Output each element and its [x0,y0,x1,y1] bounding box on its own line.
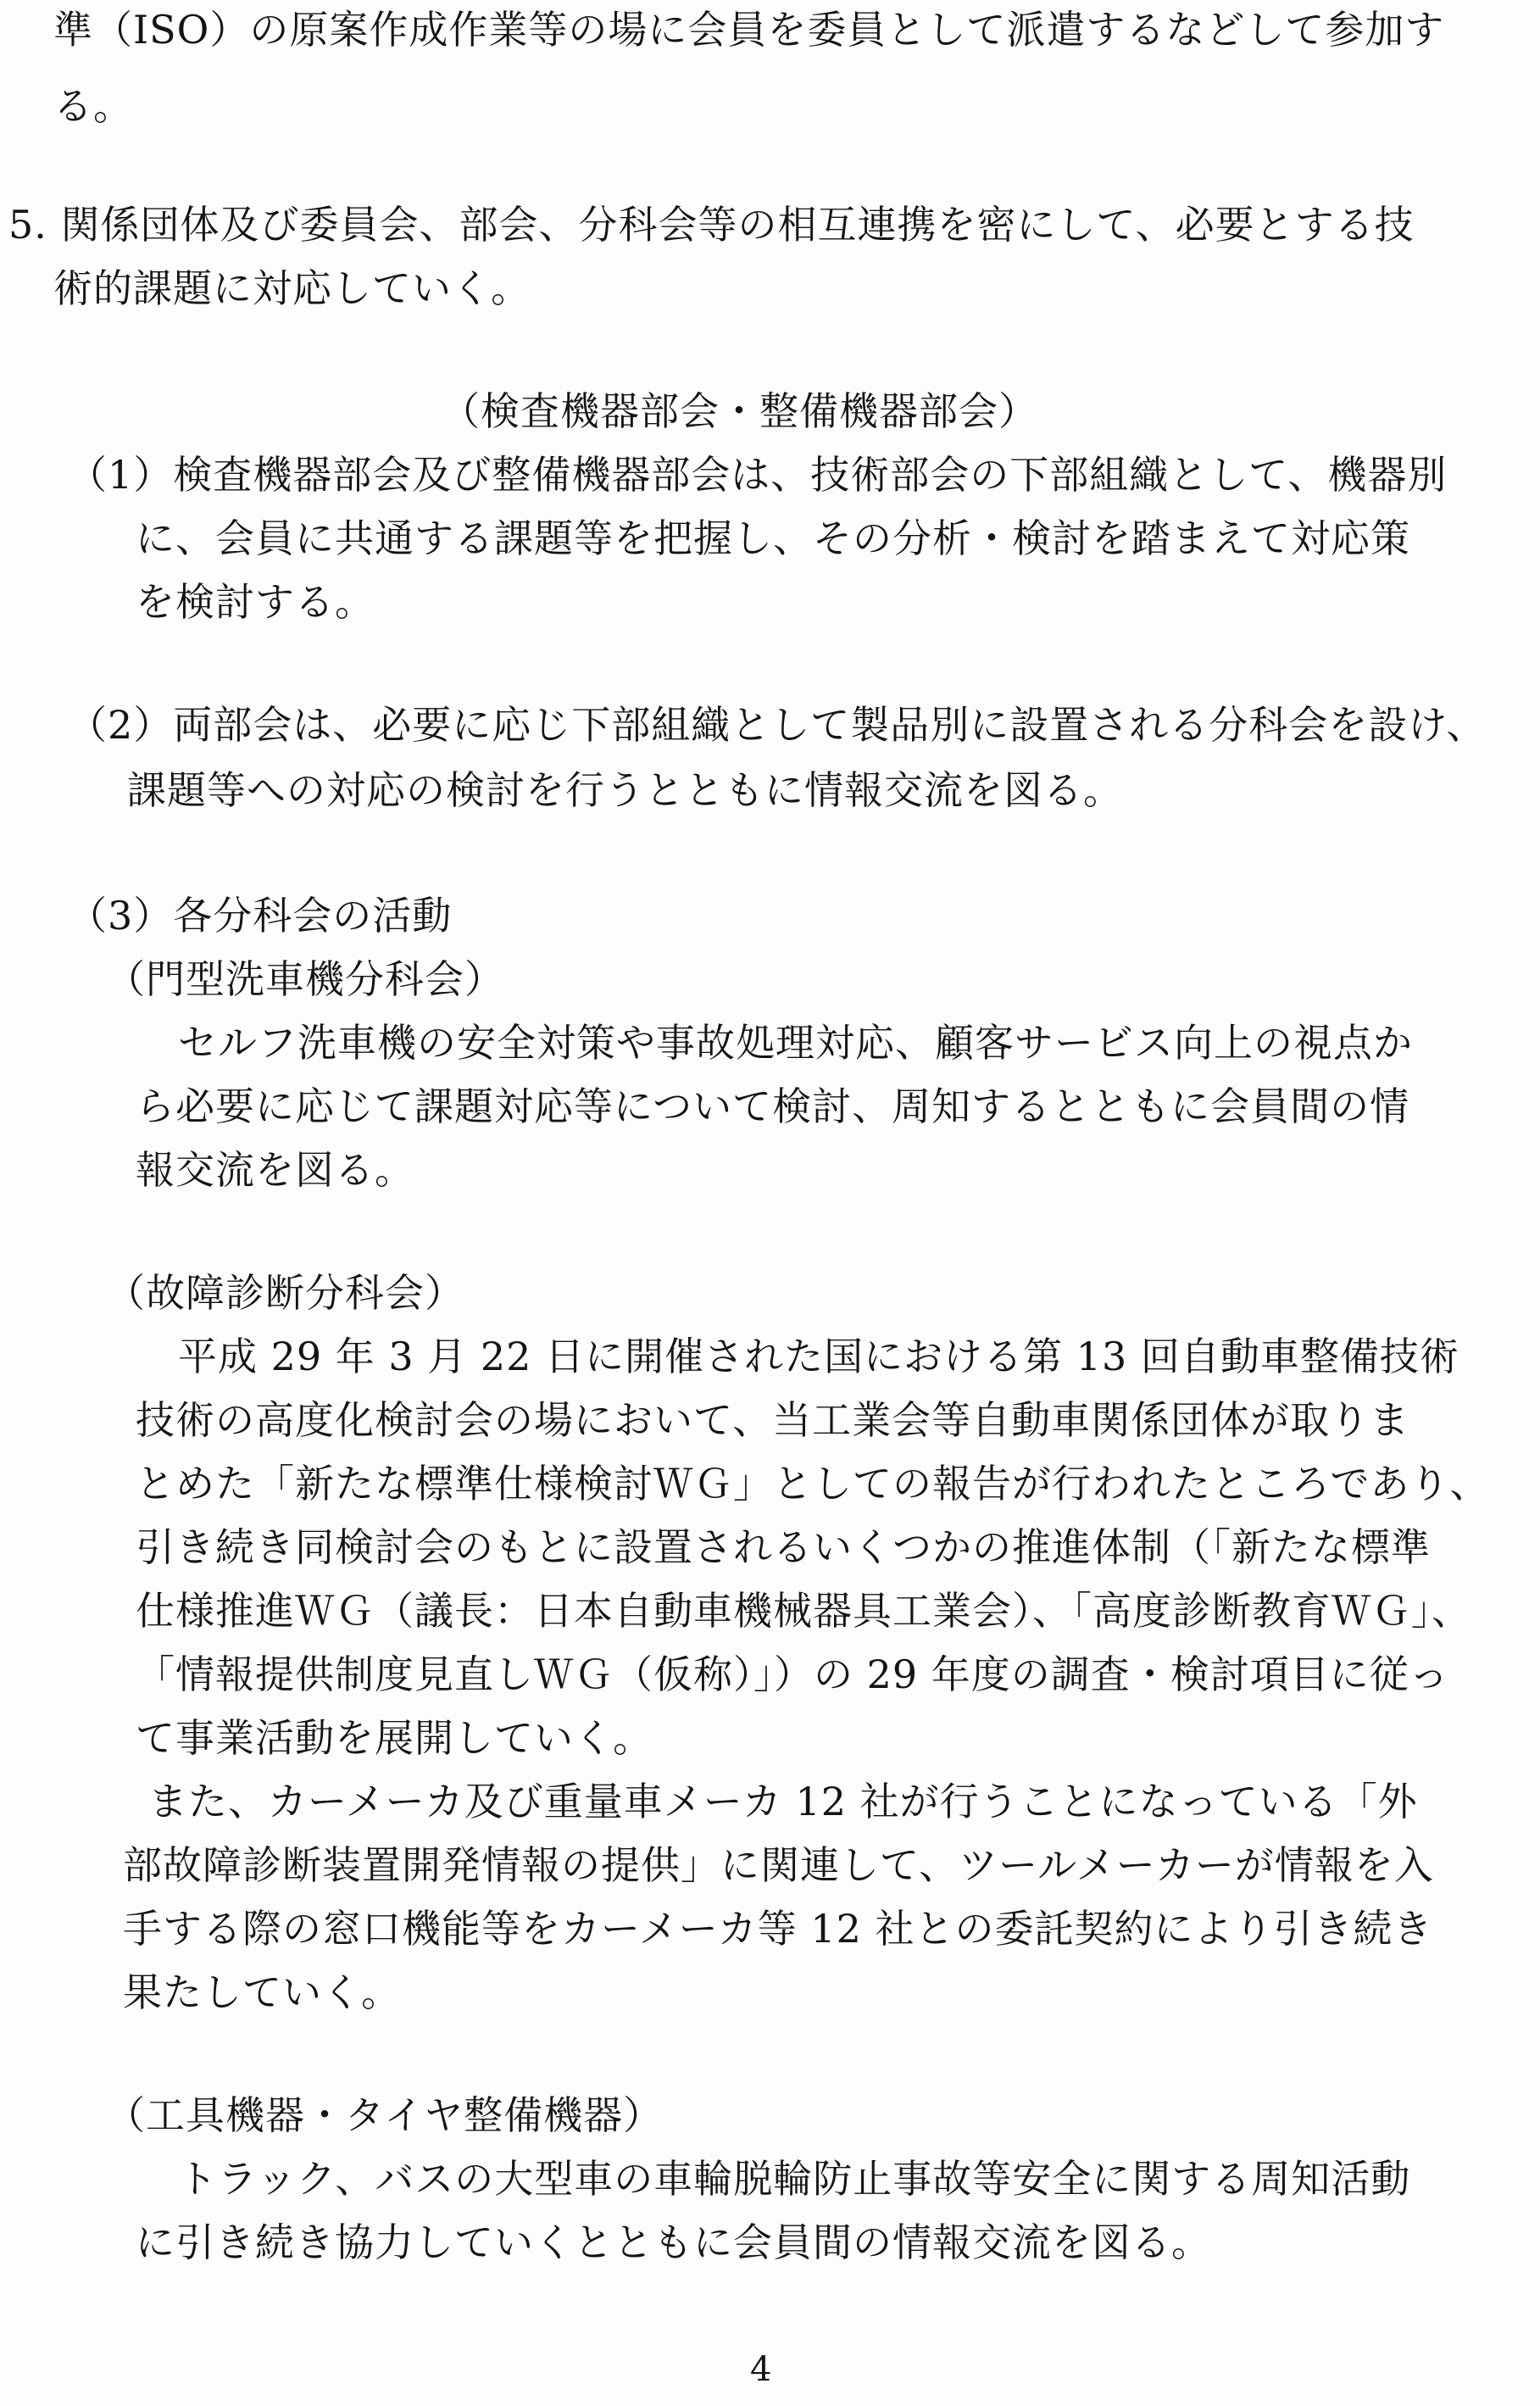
kogu-line-1: トラック、バスの大型車の車輪脱輪防止事故等安全に関する周知活動 [178,2156,1411,2202]
sub3-heading: （3）各分科会の活動 [68,893,453,938]
continuation-line-2: る。 [53,83,133,129]
kosho-line-3: とめた「新たな標準仕様検討ＷＧ」としての報告が行われたところであり、 [136,1461,1490,1507]
kosho-line-11: 果たしていく。 [123,1969,402,2015]
sub1-line-3: を検討する。 [136,579,375,625]
kosho-line-4: 引き続き同検討会のもとに設置されるいくつかの推進体制（「新たな標準 [136,1524,1431,1570]
kosho-line-5: 仕様推進ＷＧ（議長：日本自動車機械器具工業会）、「高度診断教育ＷＧ」、 [136,1588,1471,1634]
mon-line-1: セルフ洗車機の安全対策や事故処理対応、顧客サービス向上の視点か [178,1020,1413,1066]
kogu-line-2: に引き続き協力していくとともに会員間の情報交流を図る。 [136,2219,1211,2265]
section-heading: （検査機器部会・整備機器部会） [441,388,1038,434]
page-number: 4 [750,2350,772,2389]
kosho-line-8: また、カーメーカ及び重量車メーカ 12 社が行うことになっている「外 [148,1779,1418,1824]
kosho-line-10: 手する際の窓口機能等をカーメーカ等 12 社との委託契約により引き続き [123,1906,1433,1952]
sub2-line-2: 課題等への対応の検討を行うとともに情報交流を図る。 [127,767,1123,813]
kosho-line-7: て事業活動を展開していく。 [136,1715,653,1761]
kosho-line-2: 技術の高度化検討会の場において、当工業会等自動車関係団体が取りま [136,1397,1410,1443]
kosho-heading: （故障診断分科会） [106,1270,464,1316]
sub2-line-1: （2）両部会は、必要に応じ下部組織として製品別に設置される分科会を設け、 [68,702,1487,748]
kosho-line-6: 「情報提供制度見直しＷＧ（仮称）」）の 29 年度の調査・検討項目に従っ [136,1651,1449,1697]
mon-line-2: ら必要に応じて課題対応等について検討、周知するとともに会員間の情 [136,1083,1410,1129]
continuation-line-1: 準（ISO）の原案作成作業等の場に会員を委員として派遣するなどして参加す [53,7,1445,53]
kosho-line-1: 平成 29 年 3 月 22 日に開催された国における第 13 回自動車整備技術 [178,1334,1459,1379]
sub1-line-2: に、会員に共通する課題等を把握し、その分析・検討を踏まえて対応策 [136,515,1410,561]
kosho-line-9: 部故障診断装置開発情報の提供」に関連して、ツールメーカーが情報を入 [123,1842,1434,1888]
mon-line-3: 報交流を図る。 [136,1147,414,1193]
item5-line-2: 術的課題に対応していく。 [53,265,531,311]
sub1-line-1: （1）検査機器部会及び整備機器部会は、技術部会の下部組織として、機器別 [68,452,1448,498]
item5-line-1: 5. 関係団体及び委員会、部会、分科会等の相互連携を密にして、必要とする技 [8,202,1415,248]
kogu-heading: （工具機器・タイヤ整備機器） [106,2092,664,2138]
mon-heading: （門型洗車機分科会） [106,956,504,1002]
